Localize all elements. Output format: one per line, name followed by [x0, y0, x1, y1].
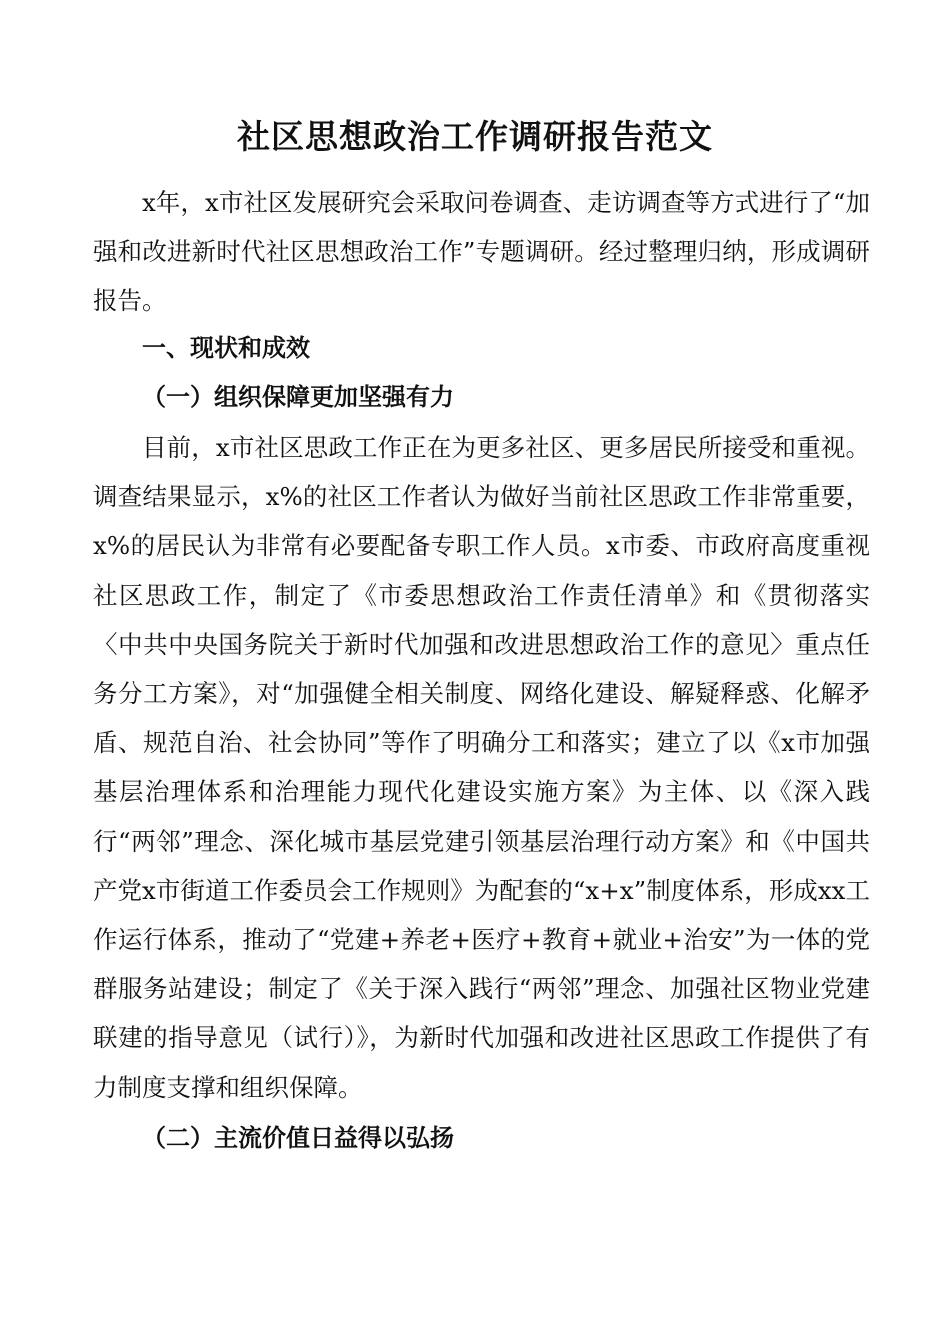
- subsection-heading-1: （一）组织保障更加坚强有力: [142, 383, 454, 411]
- intro-paragraph: x年，x市社区发展研究会采取问卷调查、走访调查等方式进行了“加强和改进新时代社区思想政治工作”专题调研。经过整理归纳，形成调研报告。: [93, 188, 870, 316]
- document-title: 社区思想政治工作调研报告范文: [237, 117, 713, 156]
- section-heading-1: 一、现状和成效: [142, 334, 310, 362]
- body-paragraph-1: 目前，x市社区思政工作正在为更多社区、更多居民所接受和重视。调查结果显示，x%的社区工作者认为做好当前社区思政工作非常重要，x%的居民认为非常有必要配备专职工作人员。x市委、市政府高度重视社区思政工作，制定了《市委思想政治工作责任清单》和《贯彻落实〈中共中央国务院关于新时代加强和改进思想政治工作的意见〉重点任务分工方案》，对“加强健全相关制度、网络化建设、解疑释惑、化解矛盾、规范自治、社会协同”等作了明确分工和落实；建立了以《x市加强基层治理体系和治理能力现代化建设实施方案》为主体、以《深入践行“两邻”理念、深化城市基层党建引领基层治理行动方案》和《中国共产党x市街道工作委员会工作规则》为配套的“x+x”制度体系，形成xx工作运行体系，推动了“党建+养老+医疗+教育+就业+治安”为一体的党群服务站建设；制定了《关于深入践行“两邻”理念、加强社区物业党建联建的指导意见（试行）》，为新时代加强和改进社区思政工作提供了有力制度支撑和组织保障。: [93, 433, 870, 1102]
- subsection-heading-2: （二）主流价值日益得以弘扬: [142, 1124, 454, 1152]
